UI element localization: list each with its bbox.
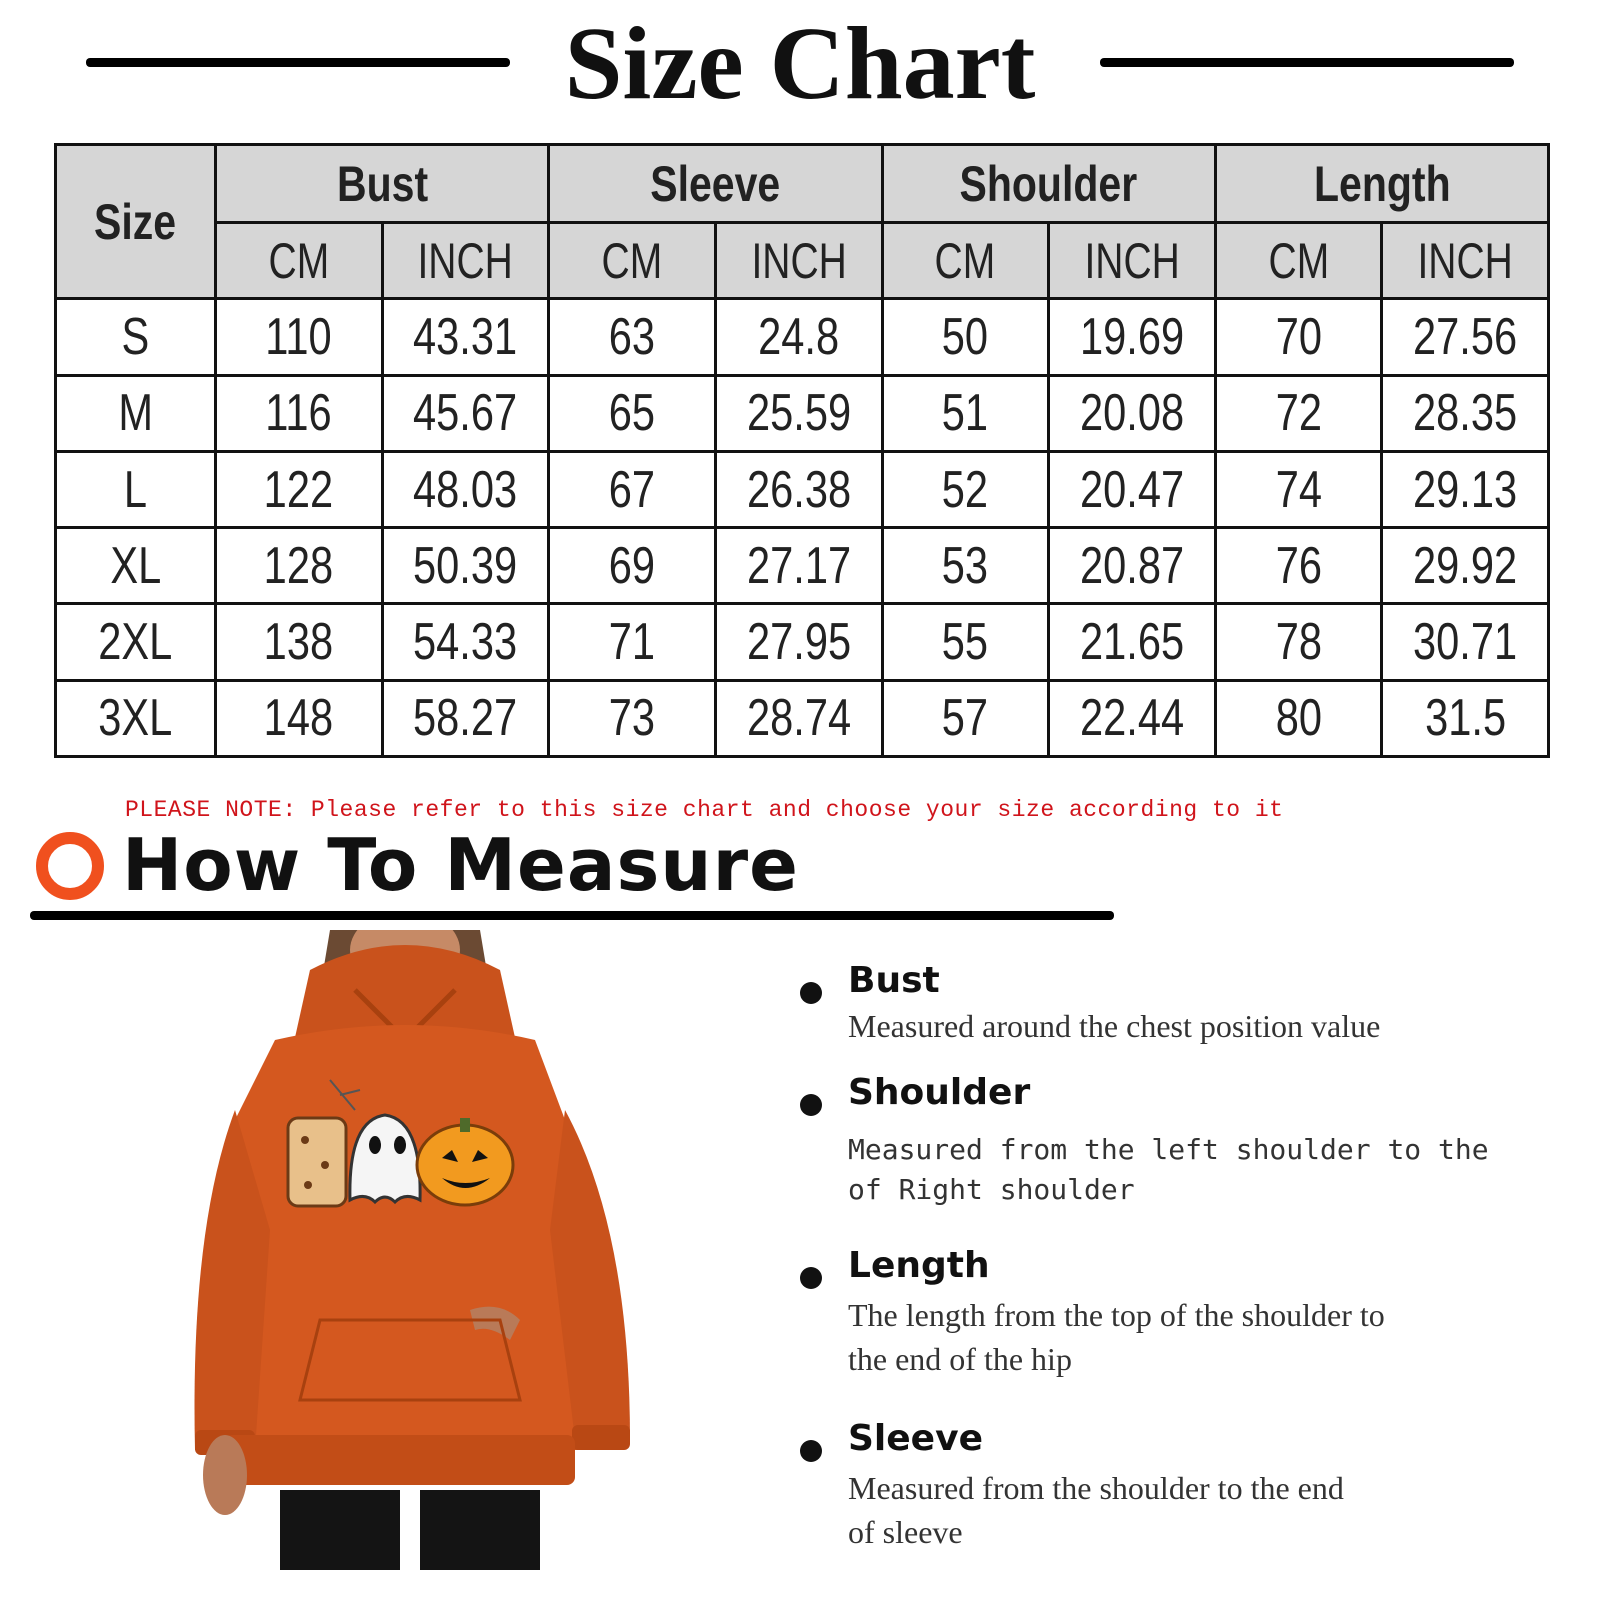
size-note: PLEASE NOTE: Please refer to this size chart and choose your size according to it [125, 797, 1284, 823]
table-cell: 20.08 [1049, 375, 1216, 451]
table-cell: 78 [1215, 604, 1382, 680]
measure-title: Sleeve [848, 1418, 983, 1459]
measure-title: Length [848, 1245, 990, 1286]
table-cell: 110 [216, 299, 383, 375]
table-cell: 27.56 [1382, 299, 1549, 375]
table-cell: 25.59 [715, 375, 882, 451]
table-cell: 51 [882, 375, 1049, 451]
table-cell: S [56, 299, 216, 375]
measure-title: Bust [848, 960, 940, 1001]
table-cell: 50.39 [382, 528, 549, 604]
table-cell: 21.65 [1049, 604, 1216, 680]
size-column-header: Size [56, 145, 216, 299]
unit-header: CM [882, 223, 1049, 299]
table-cell: 71 [549, 604, 716, 680]
unit-header: CM [549, 223, 716, 299]
size-chart-table [54, 143, 1550, 758]
bullet-icon [800, 1440, 822, 1462]
table-cell: 122 [216, 451, 383, 527]
table-cell: 54.33 [382, 604, 549, 680]
unit-header: INCH [715, 223, 882, 299]
group-header-length: Length [1215, 145, 1548, 223]
table-cell: XL [56, 528, 216, 604]
measure-desc [848, 1004, 1528, 1048]
table-row [56, 528, 1549, 604]
table-cell: 57 [882, 680, 1049, 756]
bullet-icon [800, 1094, 822, 1116]
table-cell: L [56, 451, 216, 527]
how-to-measure-heading: How To Measure [122, 823, 799, 907]
bullet-icon [800, 982, 822, 1004]
table-cell: 28.74 [715, 680, 882, 756]
table-cell: 72 [1215, 375, 1382, 451]
table-cell: 53 [882, 528, 1049, 604]
table-cell: 43.31 [382, 299, 549, 375]
table-cell: 28.35 [1382, 375, 1549, 451]
table-cell: 50 [882, 299, 1049, 375]
desc-line: Measured from the left shoulder to the [848, 1133, 1489, 1166]
measure-desc [848, 1130, 1528, 1210]
unit-header: INCH [382, 223, 549, 299]
table-cell: M [56, 375, 216, 451]
hoodie-model-icon [180, 930, 660, 1570]
desc-line: Measured around the chest position value [848, 1008, 1381, 1044]
bullet-icon [800, 1267, 822, 1289]
table-cell: 55 [882, 604, 1049, 680]
table-cell: 76 [1215, 528, 1382, 604]
table-cell: 116 [216, 375, 383, 451]
unit-header: CM [1215, 223, 1382, 299]
table-cell: 58.27 [382, 680, 549, 756]
table-cell: 20.47 [1049, 451, 1216, 527]
table-cell: 148 [216, 680, 383, 756]
desc-line: of Right shoulder [848, 1173, 1135, 1206]
unit-header: CM [216, 223, 383, 299]
table-cell: 74 [1215, 451, 1382, 527]
table-cell: 24.8 [715, 299, 882, 375]
table-row [56, 604, 1549, 680]
table-cell: 52 [882, 451, 1049, 527]
table-row [56, 680, 1549, 756]
measure-desc [848, 1293, 1528, 1381]
table-cell: 67 [549, 451, 716, 527]
desc-line: the end of the hip [848, 1341, 1072, 1377]
table-cell: 63 [549, 299, 716, 375]
table-cell: 128 [216, 528, 383, 604]
table-cell: 19.69 [1049, 299, 1216, 375]
table-cell: 20.87 [1049, 528, 1216, 604]
table-cell: 69 [549, 528, 716, 604]
table-cell: 73 [549, 680, 716, 756]
table-cell: 29.92 [1382, 528, 1549, 604]
table-cell: 65 [549, 375, 716, 451]
table-header-row [56, 145, 1549, 223]
page-title: Size Chart [564, 6, 1036, 121]
table-row [56, 375, 1549, 451]
group-header-sleeve: Sleeve [549, 145, 882, 223]
table-row [56, 451, 1549, 527]
unit-header: INCH [1382, 223, 1549, 299]
measure-desc [848, 1466, 1528, 1554]
table-cell: 31.5 [1382, 680, 1549, 756]
table-cell: 26.38 [715, 451, 882, 527]
table-cell: 2XL [56, 604, 216, 680]
desc-line: Measured from the shoulder to the end [848, 1470, 1344, 1506]
table-cell: 45.67 [382, 375, 549, 451]
table-row [56, 299, 1549, 375]
title-rule-right [1100, 58, 1514, 67]
table-unit-row [56, 223, 1549, 299]
table-cell: 70 [1215, 299, 1382, 375]
table-cell: 27.17 [715, 528, 882, 604]
group-header-shoulder: Shoulder [882, 145, 1215, 223]
table-cell: 80 [1215, 680, 1382, 756]
measure-title: Shoulder [848, 1072, 1031, 1113]
table-cell: 27.95 [715, 604, 882, 680]
table-cell: 30.71 [1382, 604, 1549, 680]
table-cell: 22.44 [1049, 680, 1216, 756]
heading-rule [30, 911, 1114, 920]
desc-line: of sleeve [848, 1514, 963, 1550]
table-cell: 29.13 [1382, 451, 1549, 527]
group-header-bust: Bust [216, 145, 549, 223]
table-cell: 3XL [56, 680, 216, 756]
table-cell: 48.03 [382, 451, 549, 527]
unit-header: INCH [1049, 223, 1216, 299]
table-cell: 138 [216, 604, 383, 680]
desc-line: The length from the top of the shoulder to [848, 1297, 1385, 1333]
ring-icon [36, 832, 104, 900]
